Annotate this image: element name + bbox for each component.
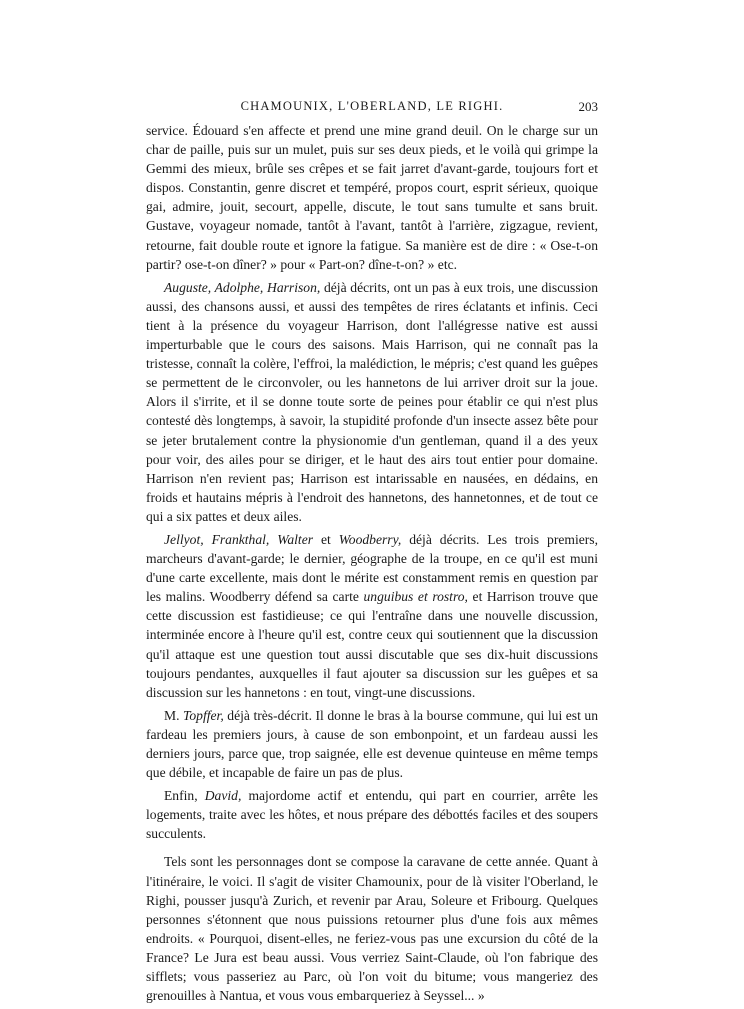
paragraph-4 bbox=[146, 706, 598, 782]
text-segment: Tels sont les personnages dont se compose la caravane de cette année. Quant à l'itinéraire, le voici. Il s'agit de visiter Chamounix, pour de là visiter l'Oberland, le Righi, pousser jusqu'à Zurich, et revenir par Arau, Soleure et Fribourg. Quelques personnes s'étonnent que nous puissions retourner plus d'une fois aux mêmes endroits. « Pourquoi, disent-elles, ne feriez-vous pas une excursion du côté de la France? Le Jura est beau aussi. Vous verriez Saint-Claude, où l'on fabrique des sifflets; vous passeriez au Parc, où l'on voit du bitume; vous mangeriez des grenouilles à Nantua, et vous vous embarqueriez à Seyssel... » bbox=[146, 854, 598, 1004]
italic-name: David, bbox=[204, 788, 242, 804]
text-segment: déjà très-décrit. Il donne le bras à la bourse commune, qui lui est un fardeau les premiers jours, à cause de son embonpoint, et un fardeau aussi les derniers jours, parce que, trop saignée, elle est devenue quinteuse en même temps que débile, et incapable de faire un pas de plus. bbox=[146, 707, 599, 781]
paragraph-1 bbox=[146, 121, 598, 274]
paragraph-5 bbox=[146, 786, 598, 843]
running-head bbox=[146, 99, 598, 119]
paragraph-3 bbox=[146, 530, 598, 702]
text-segment: et bbox=[313, 531, 339, 547]
paragraph-6 bbox=[146, 852, 598, 1005]
italic-latin-phrase: unguibus et rostro, bbox=[363, 589, 468, 605]
text-segment: M. bbox=[164, 707, 184, 723]
text-segment: majordome actif et entendu, qui part en courrier, arrête les logements, traite avec les hôtes, et nous prépare des débottés faciles et des soupers succulents. bbox=[146, 788, 598, 842]
italic-names: Auguste, Adolphe, Harrison, bbox=[164, 279, 321, 295]
italic-names: Jellyot, Frankthal, Walter bbox=[164, 531, 314, 547]
text-segment: Enfin, bbox=[164, 788, 205, 804]
text-segment: déjà décrits. Les trois premiers, marcheurs d'avant-garde; le dernier, géographe de la troupe, en ce qu'il est muni d'une carte excellente, mais dont le mérite est constamment remis en question par les malins. Woodberry défend sa carte bbox=[146, 531, 598, 605]
italic-name: Topffer, bbox=[183, 707, 224, 723]
italic-name: Woodberry, bbox=[338, 531, 402, 547]
page-number: 203 bbox=[578, 99, 598, 114]
paragraph-2 bbox=[146, 278, 598, 526]
text-segment: et Harrison trouve que cette discussion est fastidieuse; ce qui l'entraîne dans une nouvelle discussion, interminée encore à l'heure qu'il est, contre ceux qui soutiennent que la discussion qu'il attaque est une question tout aussi discutable que ses dix-huit discussions toujours pendantes, auxquelles il faut ajouter sa discussion sur les guêpes et sa discussion sur les hannetons : en tout, vingt-une discussions. bbox=[146, 589, 598, 700]
text-segment: service. Édouard s'en affecte et prend une mine grand deuil. On le charge sur un char de paille, puis sur un mulet, puis sur ses deux pieds, et le voilà qui grimpe la Gemmi des mieux, brûle ses crêpes et se fait jarret d'avant-garde, toujours fort et dispos. Constantin, genre discret et tempéré, propos court, esprit sérieux, quoique gai, admire, jouit, secourt, appelle, discute, le tout sans tumulte et sans bruit. Gustave, voyageur nomade, tantôt à l'avant, tantôt à l'arrière, zigzague, revient, retourne, fait double route et ignore la fatigue. Sa manière est de dire : « Ose-t-on partir? ose-t-on dîner? » pour « Part-on? dîne-t-on? » etc. bbox=[146, 123, 598, 272]
body-text bbox=[146, 121, 598, 1009]
text-segment: déjà décrits, ont un pas à eux trois, une discussion aussi, des chansons aussi, et aussi des tempêtes de rires éclatants et infinis. Ceci tient à la présence du voyageur Harrison, dont l'allégresse native est aussi imperturbable que le cours des saisons. Mais Harrison, qui ne connaît pas la tristesse, connaît la colère, l'effroi, la malédiction, le mépris; c'est quand les guêpes se permettent de le circonvoler, ou les hannetons de lui arriver droit sur la joue. Alors il s'irrite, et il se donne toute sorte de peines pour établir ce qui n'est plus contesté dès longtemps, à savoir, la stupidité profonde d'un insecte assez bête pour se jeter brutalement contre la physionomie d'un gentleman, quand il a des yeux pour voir, des ailes pour se diriger, et le haut des airs tout entier pour domaine. Harrison n'en revient pas; Harrison est intarissable en nausées, en dédains, en froids et hautains mépris à l'endroit des hannetons, des hannetonnes, et de tout ce qui a six pattes et deux ailes. bbox=[146, 279, 599, 524]
running-title: CHAMOUNIX, L'OBERLAND, LE RIGHI. bbox=[240, 99, 504, 113]
